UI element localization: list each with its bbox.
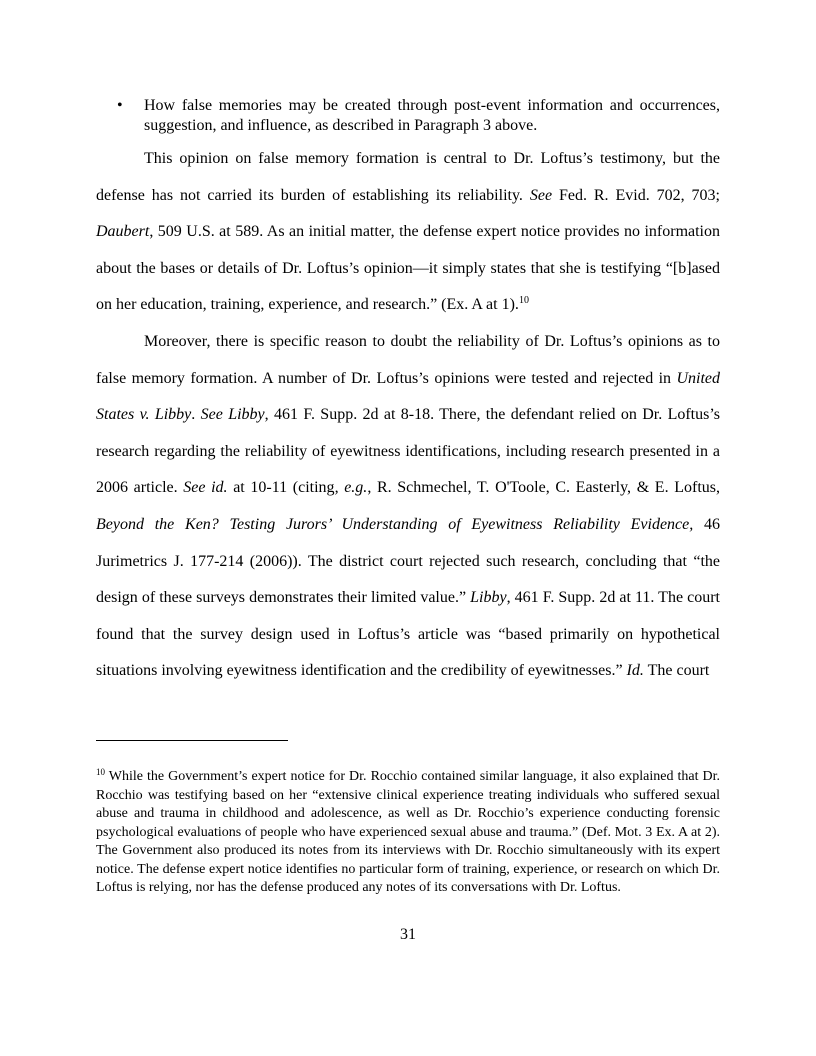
footnote [96, 768, 720, 898]
para2-text-1: Moreover, there is specific reason to doubt the reliability of Dr. Loftus’s opinions as to false memory formation. A number of Dr. Loftus’s opinions were tested and rejected in [96, 332, 720, 387]
para2-text-2: . [191, 406, 201, 424]
para1-text-3: , 509 U.S. at 589. As an initial matter, the defense expert notice provides no information about the bases or details of Dr. Loftus’s opinion—it simply states that she is testifying “[b]ased on her education, training, experience, and research.” (Ex. A at 1). [96, 223, 720, 314]
footnote-reference: 10 [518, 295, 529, 307]
para1-text-1: This opinion on false memory formation is central to Dr. Loftus’s testimony, but the defense has not carried its burden of establishing its reliability. [96, 150, 720, 204]
body-text [96, 141, 720, 690]
bullet-text: How false memories may be created through post-event information and occurrences, suggestion, and influence, as described in Paragraph 3 above. [144, 97, 720, 134]
footnote-text: While the Government’s expert notice for Dr. Rocchio contained similar language, it also explained that Dr. Rocchio was testifying based on her “extensive clinical experience treating individuals who suffered sexual abuse and trauma in childhood and adolescence, as well as Dr. Rocchio’s experience conducting forensic psychological evaluations of people who have experienced sexual abuse and trauma.” (Def. Mot. 3 Ex. A at 2). The Government also produced its notes from its interviews with Dr. Rocchio simultaneously with its expert notice. The defense expert notice identifies no particular form of training, experience, or research on which Dr. Loftus is relying, nor has the defense produced any notes of its conversations with Dr. Loftus. [96, 769, 720, 895]
para1-daubert: Daubert [96, 223, 150, 241]
para2-text-3: , 461 F. Supp. 2d at 8-18. There, the defendant relied on Dr. Loftus’s research regarding the reliability of eyewitness identifications, including research presented in a 2006 article. [96, 406, 721, 497]
para2-eg: , e.g. [334, 479, 368, 497]
page-number: 31 [400, 926, 416, 943]
para1-text-2: Fed. R. Evid. 702, 703; [552, 186, 720, 204]
paragraph-2 [96, 324, 720, 690]
para2-text-8: The court [643, 662, 710, 680]
para2-see-id: See id. [183, 479, 228, 497]
para2-libby: Libby [470, 589, 507, 607]
para2-text-6: 46 Jurimetrics J. 177-214 (2006)). The district court rejected such research, concluding that “the design of these surveys demonstrates their limited value.” [96, 515, 720, 607]
bullet-symbol: • [117, 97, 123, 114]
footnote-number: 10 [96, 767, 105, 777]
para2-article-title: Beyond the Ken? Testing Jurors’ Understanding of Eyewitness Reliability Evidence, [96, 515, 694, 533]
para2-text-7: , 461 F. Supp. 2d at 11. The court found that the survey design used in Loftus’s article was “based primarily on hypothetical situations involving eyewitness identification and the credibility of eyewitnesses.” [96, 589, 720, 680]
para2-case-united-states-v-libby: United States v. Libby [96, 369, 720, 424]
para2-text-4: at 10-11 (citing [227, 479, 335, 497]
para2-see-libby: See Libby [200, 406, 265, 424]
paragraph-1 [96, 141, 720, 324]
para2-id: Id. [626, 662, 644, 680]
para1-see: See [529, 186, 553, 204]
para2-text-5: , R. Schmechel, T. O'Toole, C. Easterly, & E. Loftus, [367, 479, 720, 497]
footnote-separator [96, 740, 288, 741]
